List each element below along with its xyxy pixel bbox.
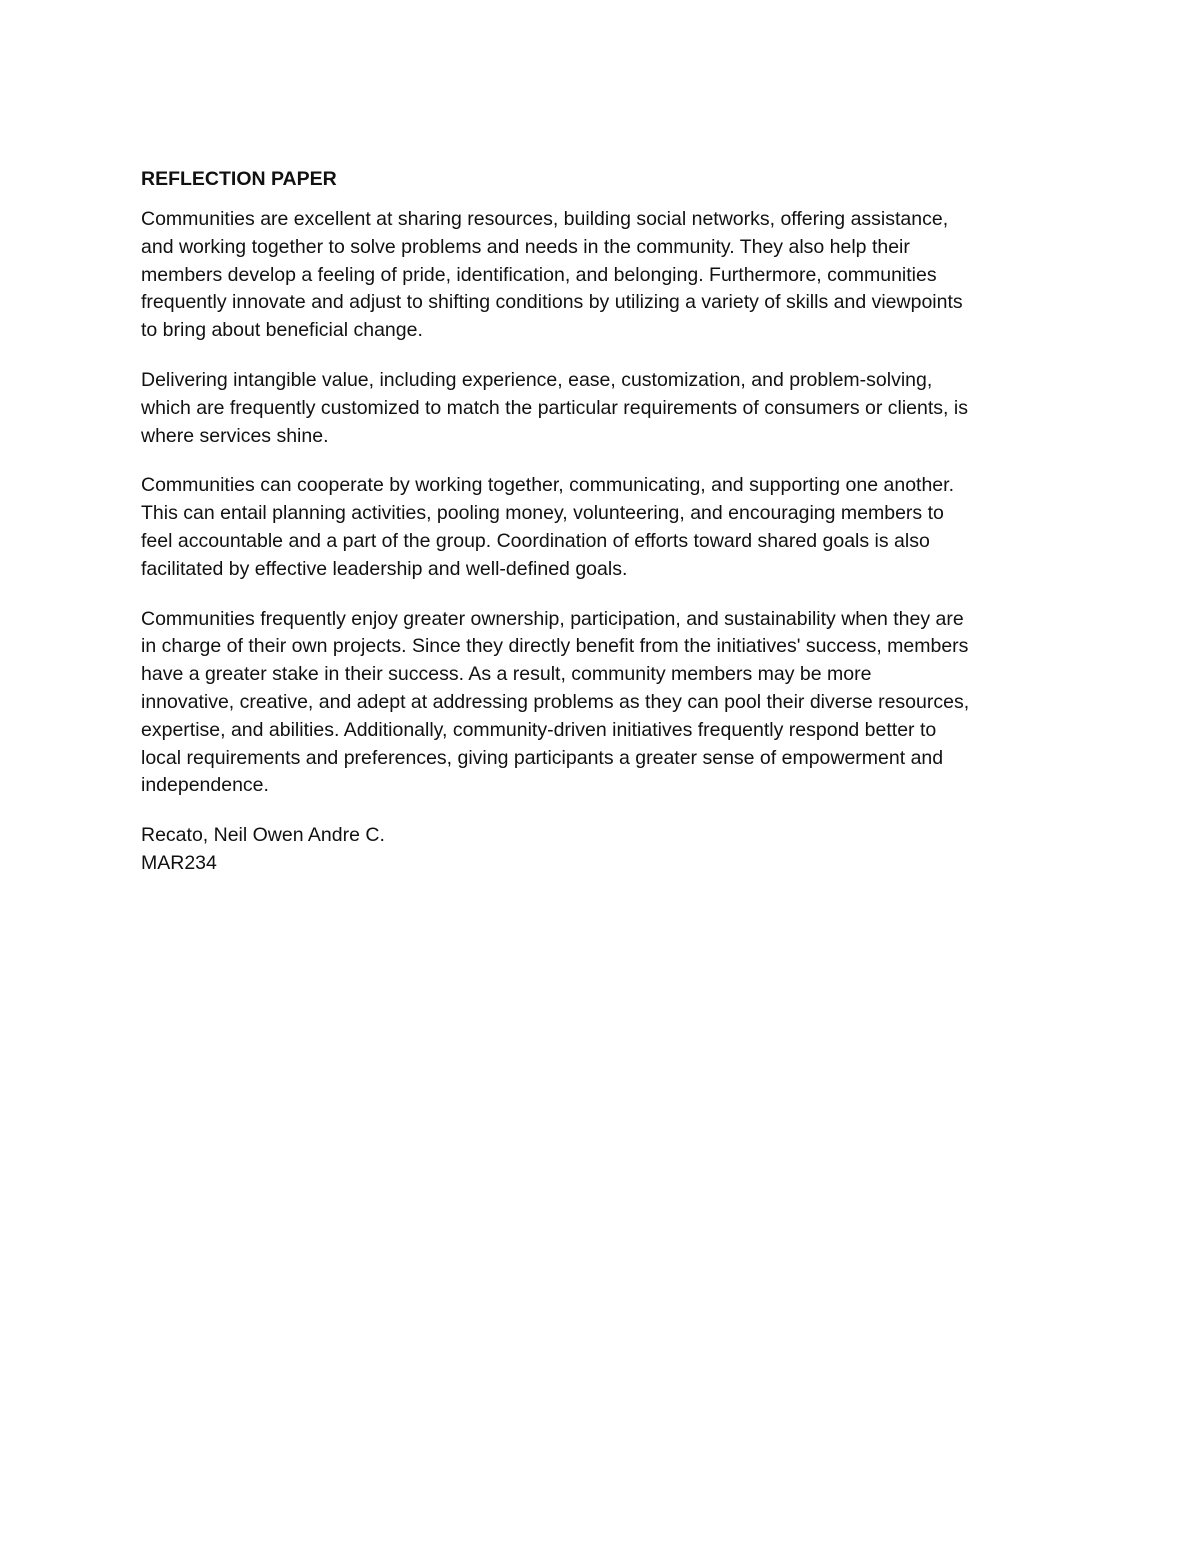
paragraph-line: Communities can cooperate by working together, communicating, and supporting one another. bbox=[141, 474, 954, 497]
paragraph-line: to bring about beneficial change. bbox=[141, 319, 423, 342]
paragraph-line: which are frequently customized to match the particular requirements of consumers or clients, is bbox=[141, 396, 968, 419]
paragraph-line: independence. bbox=[141, 774, 269, 797]
course-code: MAR234 bbox=[141, 851, 217, 874]
document-title: REFLECTION PAPER bbox=[141, 168, 337, 190]
paragraph-line: members develop a feeling of pride, identification, and belonging. Furthermore, communities bbox=[141, 263, 937, 286]
signature-block bbox=[141, 822, 1076, 878]
paragraph-2 bbox=[141, 367, 1076, 450]
paragraph-line: local requirements and preferences, giving participants a greater sense of empowerment and bbox=[141, 746, 944, 769]
paragraph-line: where services shine. bbox=[141, 424, 329, 447]
paragraph-line: frequently innovate and adjust to shifting conditions by utilizing a variety of skills and viewpoints bbox=[141, 291, 963, 314]
paragraph-line: in charge of their own projects. Since they directly benefit from the initiatives' success, members bbox=[141, 635, 969, 658]
paragraph-line: Delivering intangible value, including experience, ease, customization, and problem-solving, bbox=[141, 368, 933, 391]
paragraph-line: feel accountable and a part of the group. Coordination of efforts toward shared goals is also bbox=[141, 529, 930, 552]
paragraph-line: This can entail planning activities, pooling money, volunteering, and encouraging members to bbox=[141, 502, 944, 525]
author-name: Recato, Neil Owen Andre C. bbox=[141, 824, 385, 847]
document-page bbox=[141, 160, 1076, 878]
paragraph-4 bbox=[141, 606, 1076, 801]
paragraph-line: facilitated by effective leadership and well-defined goals. bbox=[141, 557, 628, 580]
paragraph-1 bbox=[141, 206, 1076, 345]
paragraph-3 bbox=[141, 472, 1076, 583]
paragraph-line: Communities frequently enjoy greater ownership, participation, and sustainability when they are bbox=[141, 607, 964, 630]
paragraph-line: expertise, and abilities. Additionally, community-driven initiatives frequently respond better to bbox=[141, 718, 937, 741]
paragraph-line: have a greater stake in their success. As a result, community members may be more bbox=[141, 663, 872, 686]
paragraph-line: and working together to solve problems and needs in the community. They also help their bbox=[141, 235, 910, 258]
paragraph-line: Communities are excellent at sharing resources, building social networks, offering assistance, bbox=[141, 208, 949, 230]
paragraph-line: innovative, creative, and adept at addressing problems as they can pool their diverse resources, bbox=[141, 690, 970, 713]
